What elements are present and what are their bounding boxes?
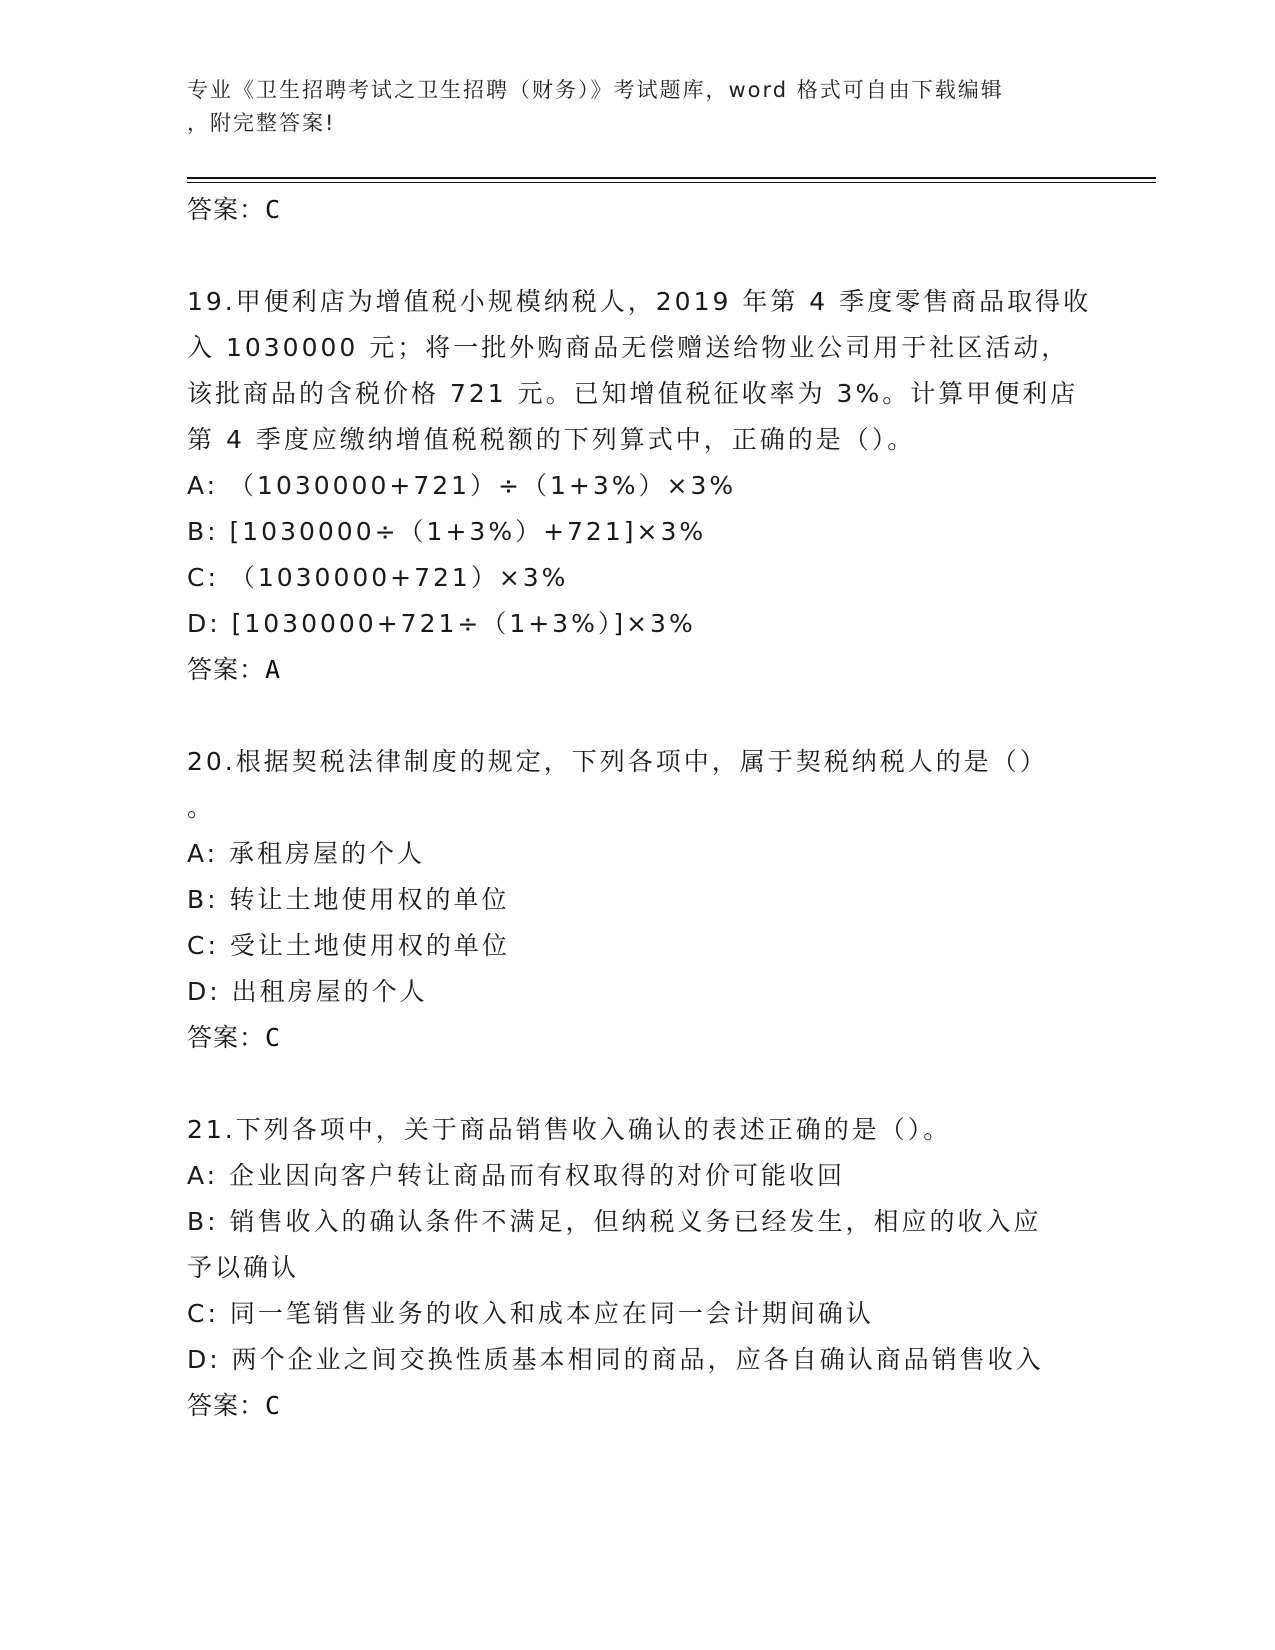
option-d: D: 两个企业之间交换性质基本相同的商品，应各自确认商品销售收入 bbox=[187, 1345, 1044, 1374]
answer bbox=[187, 1015, 1087, 1061]
question-20 bbox=[187, 739, 1087, 1061]
header-line-1: 专业《卫生招聘考试之卫生招聘（财务）》考试题库，word 格式可自由下载编辑 bbox=[187, 78, 1004, 102]
option-b: B: 销售收入的确认条件不满足，但纳税义务已经发生，相应的收入应 bbox=[187, 1207, 1042, 1236]
spacer bbox=[187, 233, 1087, 279]
question-stem-line: 21.下列各项中，关于商品销售收入确认的表述正确的是（）。 bbox=[187, 1115, 952, 1144]
document-header bbox=[187, 74, 1087, 140]
header-divider-thick bbox=[187, 177, 1156, 179]
option-a: A: 承租房屋的个人 bbox=[187, 839, 426, 868]
header-divider-thin bbox=[187, 182, 1156, 183]
question-21 bbox=[187, 1107, 1087, 1429]
header-line-2: ，附完整答案! bbox=[187, 111, 336, 135]
answer-value: C bbox=[265, 1023, 282, 1052]
option-c: C: （1030000+721）×3% bbox=[187, 563, 569, 592]
question-stem-line: 入 1030000 元；将一批外购商品无偿赠送给物业公司用于社区活动， bbox=[187, 333, 1070, 362]
previous-answer bbox=[187, 187, 1087, 233]
answer-label: 答案： bbox=[187, 1391, 266, 1420]
answer-label: 答案： bbox=[187, 1023, 266, 1052]
option-d: D: [1030000+721÷（1+3%）]×3% bbox=[187, 609, 696, 638]
spacer bbox=[187, 1061, 1087, 1107]
question-stem-line: 该批商品的含税价格 721 元。已知增值税征收率为 3%。计算甲便利店 bbox=[187, 379, 1079, 408]
question-stem-line: 。 bbox=[187, 793, 216, 822]
option-b: B: [1030000÷（1+3%）+721]×3% bbox=[187, 517, 707, 546]
spacer bbox=[187, 693, 1087, 739]
option-c: C: 同一笔销售业务的收入和成本应在同一会计期间确认 bbox=[187, 1299, 874, 1328]
question-stem-line: 第 4 季度应缴纳增值税税额的下列算式中，正确的是（）。 bbox=[187, 425, 916, 454]
option-a: A: （1030000+721）÷（1+3%）×3% bbox=[187, 471, 737, 500]
answer bbox=[187, 647, 1087, 693]
option-b-continued: 予以确认 bbox=[187, 1253, 300, 1282]
answer bbox=[187, 1383, 1087, 1429]
option-a: A: 企业因向客户转让商品而有权取得的对价可能收回 bbox=[187, 1161, 846, 1190]
option-d: D: 出租房屋的个人 bbox=[187, 977, 428, 1006]
document-body bbox=[187, 187, 1092, 1429]
question-stem-line: 20.根据契税法律制度的规定，下列各项中，属于契税纳税人的是（） bbox=[187, 747, 1048, 776]
option-b: B: 转让土地使用权的单位 bbox=[187, 885, 510, 914]
answer-value: C bbox=[265, 1391, 282, 1420]
answer-value: C bbox=[265, 195, 282, 224]
answer-value: A bbox=[265, 655, 282, 684]
question-19 bbox=[187, 279, 1092, 693]
answer-label: 答案： bbox=[187, 655, 266, 684]
answer-label: 答案： bbox=[187, 195, 266, 224]
question-stem-line: 19.甲便利店为增值税小规模纳税人，2019 年第 4 季度零售商品取得收 bbox=[187, 287, 1092, 316]
option-c: C: 受让土地使用权的单位 bbox=[187, 931, 510, 960]
